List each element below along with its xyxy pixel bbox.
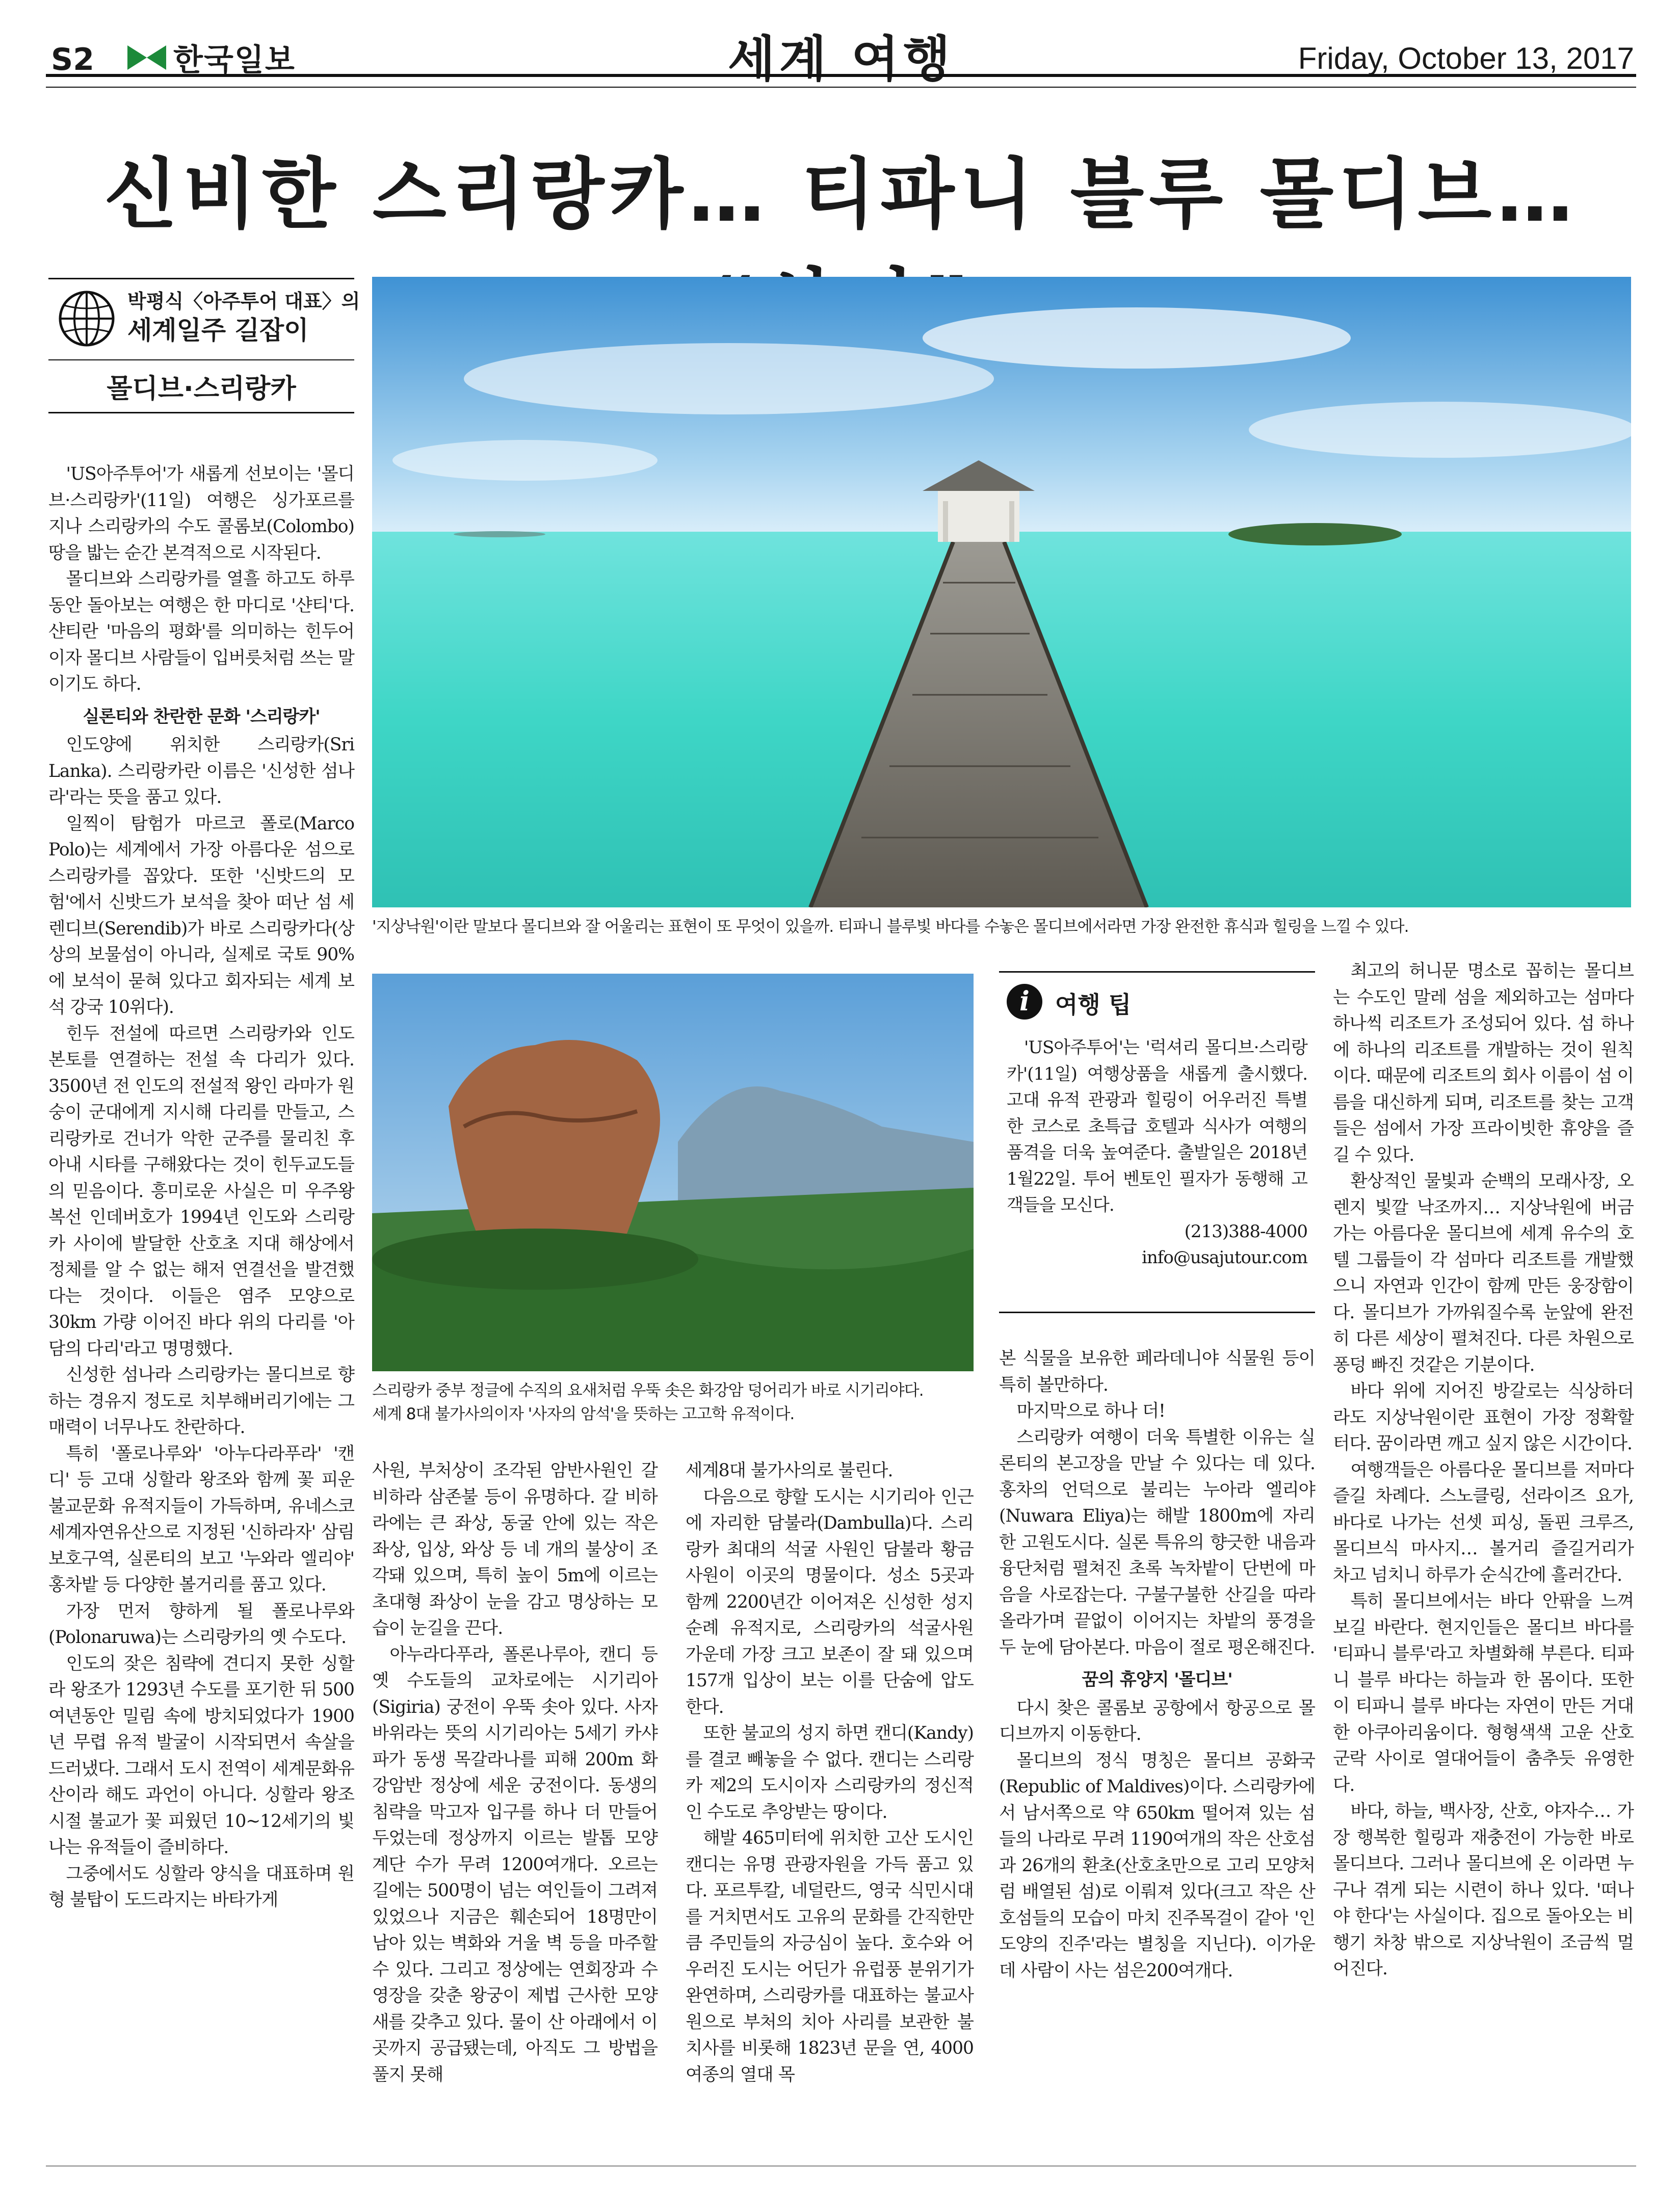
paragraph: 특히 '폴로나루와' '아누다라푸라' '캔디' 등 고대 싱할라 왕조와 함께 꽃 피운 불교문화 유적지들이 가득하며, 유네스코 세계자연유산으로 지정된 '신하라자' 삼림보호구역, 실론티의 보고 '누와라 엘리야' 홍차밭 등 다양한 볼거리를 품고 있다. [48,1443,354,1595]
paragraph: 몰디브와 스리랑카를 열흘 하고도 하루 동안 돌아보는 여행은 한 마디로 '샨티'다. 샨티란 '마음의 평화'를 의미하는 힌두어이자 몰디브 사람들이 입버릇처럼 쓰는 말이기도 하다. [48,569,354,694]
paragraph: 해발 465미터에 위치한 고산 도시인 캔디는 유명 관광자원을 가득 품고 있다. 포르투칼, 네덜란드, 영국 식민시대를 거치면서도 고유의 문화를 간직한만큼 주민들의 자긍심이 높다. 호수와 어우러진 도시는 어딘가 유럽풍 분위기가 완연하며, 스리랑카를 대표하는 불교사원으로 부처의 치아 사리를 보관한 불치사를 비롯해 1823년 문을 연, 4000여종의 열대 목 [686,1828,974,2085]
photo-caption: '지상낙원'이란 말보다 몰디브와 잘 어울리는 표현이 또 무엇이 있을까. 티파니 블루빛 바다를 수놓은 몰디브에서라면 가장 완전한 휴식과 힐링을 느낄 수 있다. [372,918,1409,936]
paragraph: 스리랑카 여행이 더욱 특별한 이유는 실론티의 본고장을 만날 수 있다는 데 있다. 홍차의 언덕으로 불리는 누아라 엘리야(Nuwara Eliya)는 해발 1800m에 자리한 고원도시다. 실론 특유의 향긋한 내음과 융단처럼 펼쳐진 초록 녹차밭이 단번에 마음을 사로잡는다. 구불구불한 산길을 따라 올라가며 끝없이 이어지는 차밭의 풍경을 두 눈에 담아본다. 마음이 절로 평온해진다. [999,1427,1315,1658]
paragraph: 다시 찾은 콜롬보 공항에서 항공으로 몰디브까지 이동한다. [999,1698,1315,1744]
paragraph: 바다 위에 지어진 방갈로는 식상하더라도 지상낙원이란 표현이 가장 정확할 터다. 꿈이라면 깨고 싶지 않은 시간이다. [1333,1381,1634,1454]
tip-text: 'US아주투어'는 '럭셔리 몰디브·스리랑카'(11일) 여행상품을 새롭게 출시했다. 고대 유적 관광과 힐링이 어우러진 특별한 코스로 초특급 호텔과 식사가 여행의 품격을 더욱 높여준다. 출발일은 2018년 1월22일. 투어 벤토인 필자가 동행해 고객들을 모신다. [1007,1037,1307,1215]
footer-rule [46,2165,1636,2167]
subheading: 꿈의 휴양지 '몰디브' [1082,1669,1232,1690]
paragraph: 인도양에 위치한 스리랑카(Sri Lanka). 스리랑카란 이름은 '신성한 섬나라'라는 뜻을 품고 있다. [48,735,354,807]
paragraph: 몰디브의 정식 명칭은 몰디브 공화국(Republic of Maldives)이다. 스리랑카에서 남서쪽으로 약 650km 떨어져 있는 섬들의 나라로 무려 1190여개의 작은 산호섬과 26개의 환초(산호초만으로 고리 모양처럼 배열된 섬)로 이뤄져 있다(크고 작은 산호섬들의 모습이 마치 진주목걸이 같아 '인도양의 진주'라는 별칭을 지닌다). 이가운데 사람이 사는 섬은200여개다. [999,1750,1315,1981]
tip-title: 여행 팁 [1055,991,1132,1019]
logo-icon [127,45,166,70]
header-rule-thin [46,87,1636,88]
paragraph: 그중에서도 싱할라 양식을 대표하며 원형 불탑이 도드라지는 바타가게 [48,1863,354,1910]
page-number: S2 [51,42,94,77]
paragraph: 세계8대 불가사의로 불린다. [686,1460,893,1481]
tip-email: info@usajutour.com [1142,1247,1307,1268]
paragraph: 일찍이 탐험가 마르코 폴로(Marco Polo)는 세계에서 가장 아름다운 섬으로 스리랑카를 꼽았다. 또한 '신밧드의 모험'에서 신밧드가 보석을 찾아 떠난 섬 세렌디브(Serendib)가 바로 스리랑카다(상상의 보물섬이 아니라, 실제로 국토 90%에 보석이 묻혀 있다고 회자되는 세계 보석 강국 10위다). [48,813,354,1017]
paragraph: 'US아주투어'가 새롭게 선보이는 '몰디브·스리랑카'(11일) 여행은 싱가포르를 지나 스리랑카의 수도 콜롬보(Colombo) 땅을 밟는 순간 본격적으로 시작된다. [48,464,354,563]
paragraph: 힌두 전설에 따르면 스리랑카와 인도 본토를 연결하는 전설 속 다리가 있다. 3500년 전 인도의 전설적 왕인 라마가 원숭이 군대에게 지시해 다리를 만들고, 스리랑카로 건너가 악한 군주를 물리친 후 아내 시타를 구해왔다는 것이 힌두교도들의 믿음이다. 흥미로운 사실은 미 우주왕복선 인데버호가 1994년 인도와 스리랑카 사이에 발달한 산호초 지대 해상에서 정체를 알 수 없는 해저 연결선을 발견했다는 것이다. 이들은 염주 모양으로 30km 가량 이어진 바다 위의 다리를 '아담의 다리'라고 명명했다. [48,1023,354,1359]
caption-line: 스리랑카 중부 정글에 수직의 요새처럼 우뚝 솟은 화강암 덩어리가 바로 시기리야다. [372,1381,924,1400]
paragraph: 다음으로 향할 도시는 시기리아 인근에 자리한 담불라(Dambulla)다. 스리랑카 최대의 석굴 사원인 담불라 황금 사원이 이곳의 명물이다. 성소 5곳과 함께 2200년간 이어져온 신성한 성지순례 유적지로, 스리랑카의 석굴사원 가운데 가장 크고 보존이 잘 돼 있으며 157개 입상이 보는 이를 단숨에 압도한다. [686,1486,974,1717]
paragraph: 신성한 섬나라 스리랑카는 몰디브로 향하는 경유지 정도로 치부해버리기에는 그 매력이 너무나도 찬란하다. [48,1365,354,1438]
paragraph: 인도의 잦은 침략에 견디지 못한 싱할라 왕조가 1293년 수도를 포기한 뒤 500여년동안 밀림 속에 방치되었다가 1900년 무렵 유적 발굴이 시작되면서 속살을 드러냈다. 그래서 도시 전역이 세계문화유산이라 해도 과언이 아니다. 싱할라 왕조 시절 불교가 꽃 피웠던 10~12세기의 빛나는 유적들이 즐비하다. [48,1653,354,1858]
paragraph: 또한 불교의 성지 하면 캔디(Kandy)를 결코 빼놓을 수 없다. 캔디는 스리랑카 제2의 도시이자 스리랑카의 정신적인 수도로 추앙받는 땅이다. [686,1723,974,1822]
article-column-1 [48,461,354,1914]
globe-icon [56,288,117,349]
info-icon: i [1007,984,1042,1020]
paragraph: 특히 몰디브에서는 바다 안팎을 느껴보길 바란다. 현지인들은 몰디브 바다를 '티파니 블루'라고 차별화해 부른다. 티파니 블루 바다는 하늘과 한 몸이다. 또한 이 티파니 블루 바다는 자연이 만든 거대한 아쿠아리움이다. 형형색색 고운 산호군락 사이로 열대어들이 춤추듯 유영한다. [1333,1591,1634,1795]
photo-caption [372,1379,974,1426]
maldives-pier-photo [372,277,1631,907]
paragraph: 아누라다푸라, 폴론나루아, 캔디 등 옛 수도들의 교차로에는 시기리아(Sigiria) 궁전이 우뚝 솟아 있다. 사자 바위라는 뜻의 시기리아는 5세기 카샤파가 동생 목갈라나를 피해 200m 화강암반 정상에 세운 궁전이다. 동생의 침략을 막고자 입구를 하나 더 만들어두었는데 정상까지 이르는 발톱 모양 계단 수가 무려 1200여개다. 오르는 길에는 500명이 넘는 여인들이 그려져 있었으나 지금은 훼손되어 18명만이 남아 있는 벽화와 거울 벽 등을 마주할 수 있다. 그리고 정상에는 연회장과 수영장을 갖춘 왕궁이 제법 근사한 모양새를 갖추고 있다. 물이 산 아래에서 이곳까지 공급됐는데, 아직도 그 방법을 풀지 못해 [372,1644,658,2085]
column-region: 몰디브·스리랑카 [107,374,296,404]
sigiriya-photo [372,974,974,1371]
paragraph: 환상적인 물빛과 순백의 모래사장, 오렌지 빛깔 낙조까지… 지상낙원에 버금가는 아름다운 몰디브에 세계 유수의 호텔 그룹들이 각 섬마다 리조트를 개발했으니 자연과 인간이 함께 만든 웅장함이다. 몰디브가 가까워질수록 눈앞에 완전히 다른 세상이 펼쳐진다. 다른 차원으로 퐁덩 빠진 것같은 기분이다. [1333,1171,1634,1375]
header-rule [46,74,1636,77]
article-column-4 [999,1346,1315,1984]
issue-date: Friday, October 13, 2017 [1298,41,1634,75]
column-divider [48,359,354,360]
section-title: 세계 여행 [727,31,955,88]
logo-text: 한국일보 [173,42,296,78]
paragraph: 가장 먼저 향하게 될 폴로나루와(Polonaruwa)는 스리랑카의 옛 수도다. [48,1601,354,1648]
paragraph: 사원, 부처상이 조각된 암반사원인 갈 비하라 삼존불 등이 유명하다. 갈 비하라에는 큰 좌상, 동굴 안에 있는 작은 좌상, 입상, 와상 등 네 개의 불상이 조각돼 있으며, 특히 높이 5m에 이르는 초대형 좌상이 눈을 감고 명상하는 모습이 눈길을 끈다. [372,1460,658,1638]
tip-phone: (213)388-4000 [1184,1221,1307,1242]
column-author: 박평식〈아주투어 대표〉의 [127,290,360,312]
article-column-2 [372,1458,658,2088]
column-series: 세계일주 길잡이 [127,316,309,345]
subheading: 실론티와 찬란한 문화 '스리랑카' [83,706,320,727]
paragraph: 여행객들은 아름다운 몰디브를 저마다 즐길 차례다. 스노클링, 선라이즈 요가, 바다로 나가는 선셋 피싱, 돌핀 크루즈, 몰디브식 마사지… 볼거리 즐길거리가 차고 넘치니 하루가 순식간에 흘러간다. [1333,1459,1634,1585]
paragraph: 본 식물을 보유한 페라데니야 식물원 등이 특히 볼만하다. [999,1348,1315,1395]
paragraph: 마지막으로 하나 더! [1016,1401,1165,1421]
newspaper-logo [127,40,296,78]
paragraph: 최고의 허니문 명소로 꼽히는 몰디브는 수도인 말레 섬을 제외하고는 섬마다 하나씩 리조트가 조성되어 있다. 섬 하나에 하나의 리조트를 개발하는 것이 원칙이다. 때문에 리조트의 회사 이름이 섬 이름을 대신하게 되며, 리조트를 찾는 고객들은 섬에서 가장 프라이빗한 휴양을 즐길 수 있다. [1333,961,1634,1165]
paragraph: 바다, 하늘, 백사장, 산호, 야자수… 가장 행복한 힐링과 재충전이 가능한 바로 몰디브다. 그러나 몰디브에 온 이라면 누구나 겪게 되는 시련이 하나 있다. '떠나야 한다'는 사실이다. 집으로 돌아오는 비행기 차창 밖으로 지상낙원이 조금씩 멀어진다. [1333,1801,1634,1979]
caption-line: 세계 8대 불가사의이자 '사자의 암석'을 뜻하는 고고학 유적이다. [372,1405,795,1423]
tip-body [1007,1035,1307,1271]
article-column-5 [1333,958,1634,1982]
article-column-3 [686,1458,974,2088]
headline: 신비한 스리랑카… 티파니 블루 몰디브… [103,150,1579,239]
